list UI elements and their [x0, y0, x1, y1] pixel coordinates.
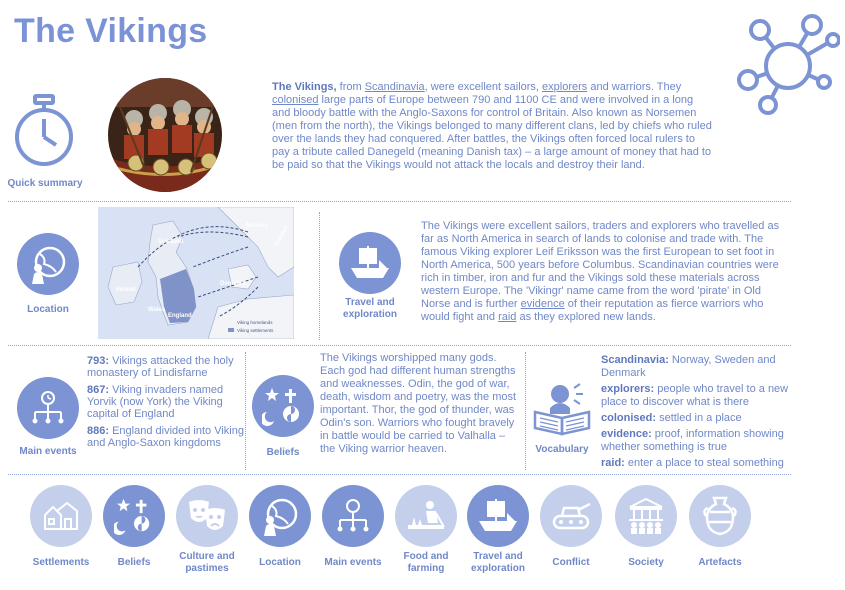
network-icon — [730, 10, 840, 120]
nav-label-line1: Location — [259, 557, 301, 568]
link-scandinavia[interactable]: Scandinavia — [364, 81, 425, 93]
travel-label-line1: Travel and — [345, 297, 395, 308]
event-text: Viking invaders named Yorvik (now York) the Viking capital of England — [87, 384, 224, 420]
nav-label[interactable] — [675, 557, 765, 569]
book-reader-icon — [532, 382, 594, 436]
summary-text-part: and warriors. They — [587, 81, 682, 93]
divider — [8, 474, 791, 475]
nav-button-main-events[interactable] — [322, 485, 384, 547]
vocabulary-label: Vocabulary — [535, 444, 589, 455]
nav-label-line1: Settlements — [32, 557, 90, 568]
divider — [8, 345, 791, 346]
nav-label-line1: Beliefs — [117, 557, 151, 568]
summary-lead: The Vikings, — [272, 81, 337, 93]
vocab-def: Norway, Sweden and Denmark — [601, 354, 776, 379]
divider — [319, 212, 320, 340]
map-label-scotland: Scotland — [158, 239, 184, 245]
beliefs-icon-circle — [252, 375, 314, 437]
vocabulary-list — [601, 354, 797, 473]
event-item — [87, 425, 247, 449]
vocab-def: people who travel to a new place to discover what is there — [601, 383, 789, 408]
vocab-def: settled in a place — [656, 412, 742, 424]
vase-icon — [702, 496, 738, 536]
main-events-icon-circle — [17, 377, 79, 439]
travel-text-part: The Vikings were excellent sailors, traders and explorers who travelled as far as North America in search of lands to colonise and trade with. The famous Viking explorer Leif Eriksson was the first European to set foot in North America, 500 years before Columbus. Scandinavian countries were rich in timber, iron and fur and the Vikings sold these materials across western Europe. The 'Vikingr' name came from the word 'pirate' in Old Norse and is further — [421, 220, 780, 310]
vocab-item — [601, 428, 797, 454]
divider — [8, 201, 791, 202]
nav-label-line1: Culture and — [179, 551, 235, 562]
nav-label-line2: exploration — [471, 563, 525, 574]
vocab-item — [601, 412, 797, 425]
event-year: 886: — [87, 425, 110, 437]
vocab-item — [601, 354, 797, 380]
event-text: Vikings attacked the holy monastery of Lindisfarne — [87, 355, 234, 379]
nav-label-line2: farming — [407, 563, 445, 574]
nav-label-line1: Travel and — [473, 551, 523, 562]
event-text: England divided into Viking and Anglo-Saxon kingdoms — [87, 425, 244, 449]
religion-symbols-icon — [262, 385, 304, 427]
globe-person-icon — [26, 242, 70, 286]
vocab-item — [601, 383, 797, 409]
event-year: 793: — [87, 355, 110, 367]
tank-icon — [550, 500, 592, 532]
travel-text — [421, 220, 791, 324]
travel-label — [328, 297, 412, 321]
travel-label-line2: exploration — [343, 309, 397, 320]
event-year: 867: — [87, 384, 110, 396]
main-events-label: Main events — [19, 446, 77, 457]
link-explorers[interactable]: explorers — [542, 81, 588, 93]
stopwatch-icon — [13, 93, 75, 169]
vocab-item — [601, 457, 797, 470]
nav-button-settlements[interactable] — [30, 485, 92, 547]
vocab-def: enter a place to steal something — [624, 457, 784, 469]
map-label-wales: Wales — [148, 307, 166, 313]
vocab-def: proof, information showing whether something is true — [601, 428, 784, 453]
map-label-ireland: Ireland — [116, 287, 136, 293]
map-label-denmark: Denmark — [220, 281, 246, 287]
nav-button-location[interactable] — [249, 485, 311, 547]
religion-symbols-icon — [114, 496, 154, 536]
quick-summary-text — [272, 81, 712, 172]
nav-button-travel-and[interactable] — [467, 485, 529, 547]
map-label-england: England — [168, 313, 192, 319]
map-label-norway: Norway — [246, 223, 268, 229]
location-label: Location — [27, 304, 69, 315]
link-raid[interactable]: raid — [498, 311, 517, 323]
nav-label-line1: Main events — [324, 557, 382, 568]
legend-homelands-swatch — [228, 320, 234, 324]
legend-settlements: Viking settlements — [237, 328, 274, 333]
nav-label-line1: Society — [628, 557, 664, 568]
travel-text-part: of their reputation as fierce warriors who would fight and — [421, 298, 764, 323]
summary-text-part: large parts of Europe between 790 and 1100 CE and were involved in a long and bloody battle with the Anglo-Saxons for control of Britain. Also known as Norsemen (men from the north), the Vikings belonged to many different clans, led by chiefs who ruled over the lands they had conquered. After battles, the Vikings often forced local rulers to pay a tribute called Danegeld (meaning Danish tax) – a large amount of money that had to be paid so that the Vikings would not attack the locals and destroy their land. — [272, 94, 712, 171]
beliefs-label: Beliefs — [266, 447, 300, 458]
main-events-list — [87, 355, 247, 454]
nav-button-artefacts[interactable] — [689, 485, 751, 547]
quick-summary-label: Quick summary — [7, 178, 83, 189]
timeline-icon — [30, 390, 66, 426]
vocab-term: explorers: — [601, 383, 655, 395]
travel-text-part: as they explored new lands. — [516, 311, 656, 323]
nav-label-line2: pastimes — [185, 563, 229, 574]
event-item — [87, 384, 247, 420]
map-label-sweden: Sweden — [273, 225, 291, 248]
nav-label-line1: Conflict — [552, 557, 590, 568]
legend-settlements-swatch — [228, 328, 234, 332]
vocab-term: evidence: — [601, 428, 652, 440]
page-title: The Vikings — [14, 12, 208, 50]
event-item — [87, 355, 247, 379]
nav-button-society[interactable] — [615, 485, 677, 547]
nav-button-beliefs[interactable] — [103, 485, 165, 547]
nav-button-food-and[interactable] — [395, 485, 457, 547]
ship-icon — [477, 497, 519, 535]
theatre-masks-icon — [187, 498, 227, 534]
link-colonised[interactable]: colonised — [272, 94, 319, 106]
viking-map — [98, 207, 294, 339]
ship-icon — [349, 244, 391, 282]
link-evidence[interactable]: evidence — [520, 298, 565, 310]
summary-text-part: from — [336, 81, 365, 93]
nav-label-line1: Food and — [403, 551, 449, 562]
travel-icon-circle — [339, 232, 401, 294]
nav-button-conflict[interactable] — [540, 485, 602, 547]
legend-homelands: Viking homelands — [237, 320, 273, 325]
vocab-term: colonised: — [601, 412, 657, 424]
vocab-term: raid: — [601, 457, 625, 469]
timeline-icon — [335, 498, 371, 534]
globe-person-icon — [258, 494, 302, 538]
beliefs-text: The Vikings worshipped many gods. Each god had different human strengths and weaknesses. Odin, the god of war, death, wisdom and poetry, was the most important. Thor, the god of thunder, was Odin's son. Warriors who fought bravely in battle would be carried to Valhalla – the Viking warrior heaven. — [320, 352, 517, 455]
viking-ship-image — [106, 77, 224, 193]
location-icon-circle — [17, 233, 79, 295]
vocab-term: Scandinavia: — [601, 354, 669, 366]
summary-text-part: , were excellent sailors, — [424, 81, 543, 93]
nav-button-culture-and[interactable] — [176, 485, 238, 547]
houses-icon — [43, 501, 79, 531]
nav-label-line1: Artefacts — [698, 557, 742, 568]
farmer-icon — [406, 499, 446, 533]
building-people-icon — [626, 497, 666, 535]
